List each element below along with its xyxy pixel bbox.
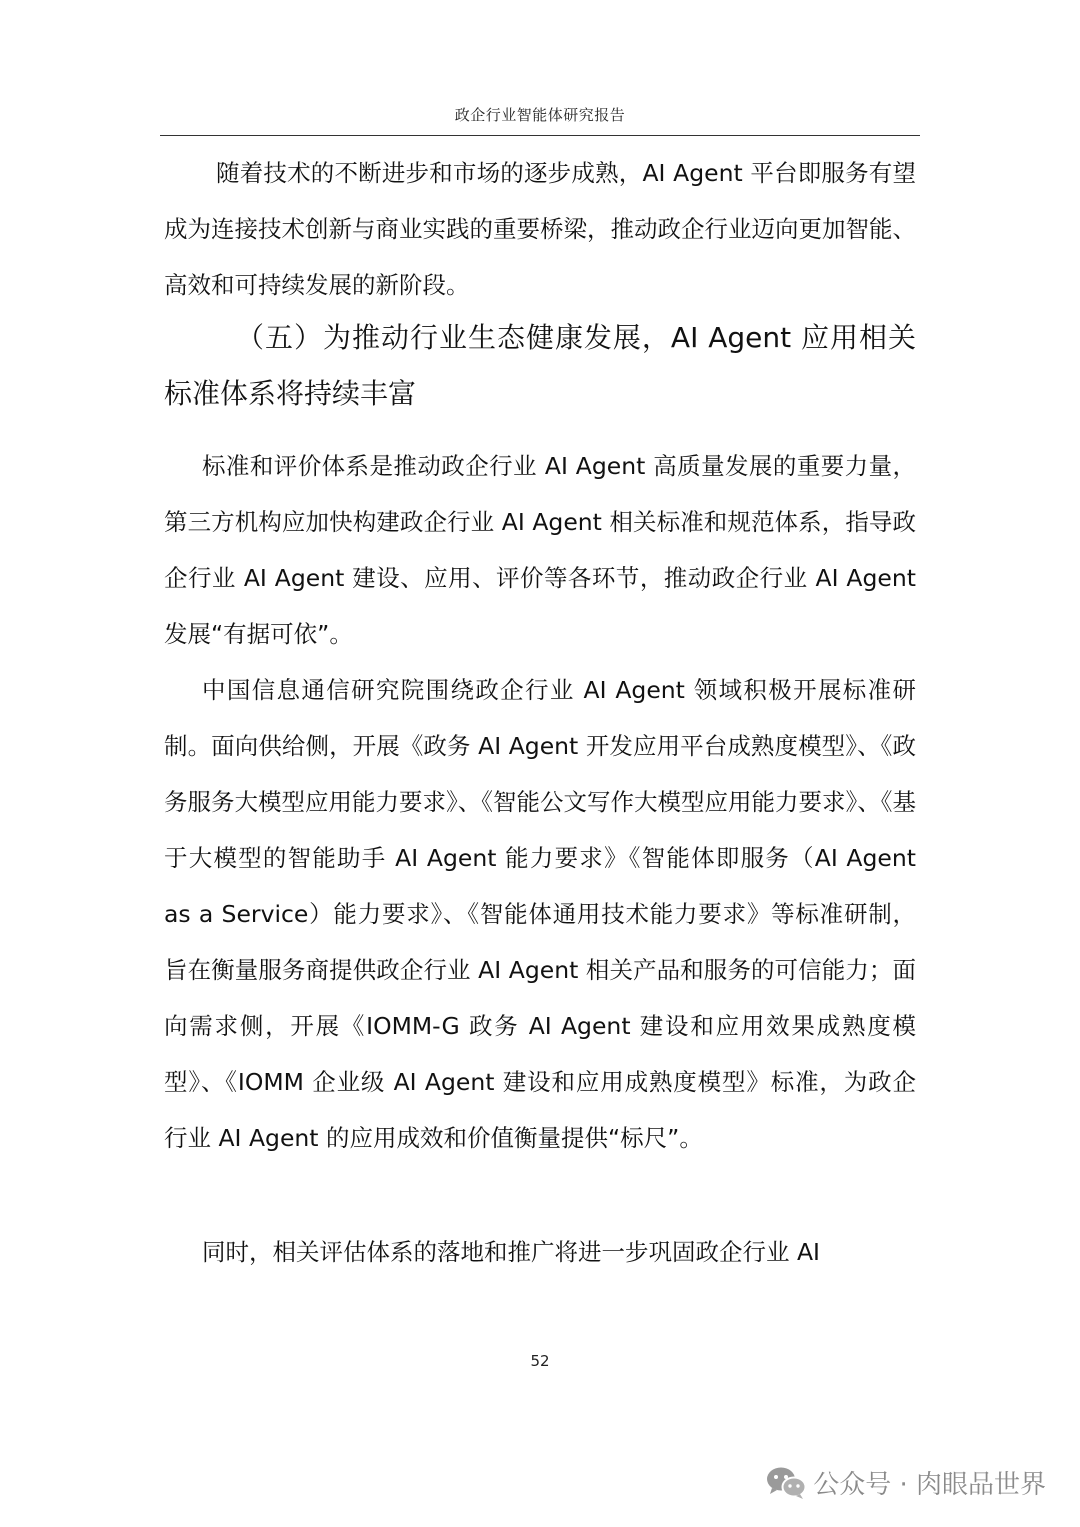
section-heading-standards: （五）为推动行业生态健康发展，AI Agent 应用相关标准体系将持续丰富 [164, 321, 916, 410]
header-divider [160, 135, 920, 136]
wechat-icon [765, 1465, 807, 1501]
paragraph-standards-evaluation: 标准和评价体系是推动政企行业 AI Agent 高质量发展的重要力量，第三方机构应加快构建政企行业 AI Agent 相关标准和规范体系，指导政企行业 AI Agent 建设、应用、评价等各环节，推动政企行业 AI Agent 发展“有据可依”。 [164, 452, 916, 648]
watermark [765, 1464, 1046, 1501]
page-number: 52 [530, 1352, 550, 1370]
paragraph-caict-standards: 中国信息通信研究院围绕政企行业 AI Agent 领域积极开展标准研制。面向供给侧，开展《政务 AI Agent 开发应用平台成熟度模型》、《政务服务大模型应用能力要求》、《智能公文写作大模型应用能力要求》、《基于大模型的智能助手 AI Agent 能力要求》《智能体即服务（AI Agent as a Service）能力要求》、《智能体通用技术能力要求》等标准研制，旨在衡量服务商提供政企行业 AI Agent 相关产品和服务的可信能力；面向需求侧，开展《IOMM-G 政务 AI Agent 建设和应用效果成熟度模型》、《IOMM 企业级 AI Agent 建设和应用成熟度模型》标准，为政企行业 AI Agent 的应用成效和价值衡量提供“标尺”。 [164, 676, 916, 1152]
running-header: 政企行业智能体研究报告 [454, 106, 626, 124]
paragraph-evaluation-system: 同时，相关评估体系的落地和推广将进一步巩固政企行业 AI [202, 1238, 820, 1266]
paragraph-platform-as-service: 随着技术的不断进步和市场的逐步成熟，AI Agent 平台即服务有望成为连接技术创新与商业实践的重要桥梁，推动政企行业迈向更加智能、高效和可持续发展的新阶段。 [164, 159, 916, 299]
watermark-text: 公众号 · 肉眼品世界 [813, 1470, 1046, 1500]
